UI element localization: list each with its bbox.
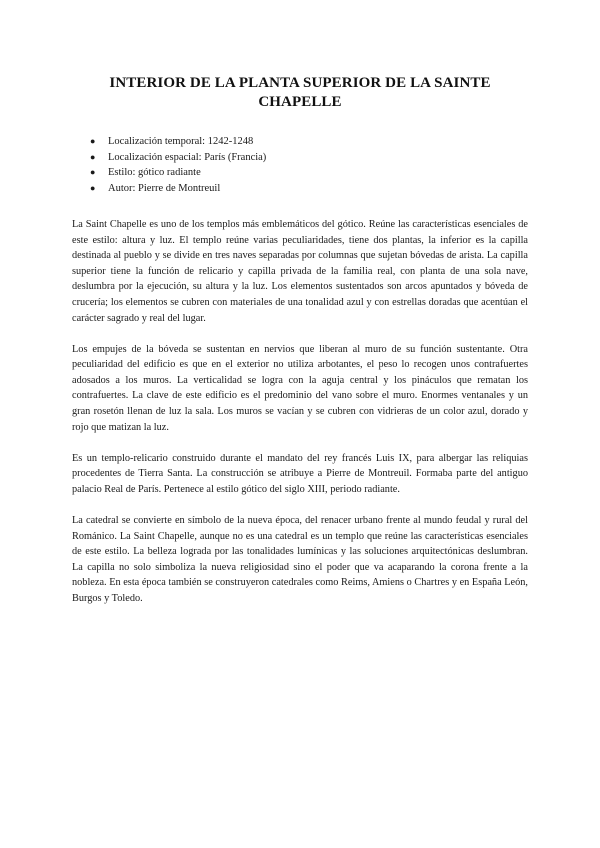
paragraph-structure: Los empujes de la bóveda se sustentan en nervios que liberan al muro de su función sustentante. Otra peculiaridad del edificio es que en el exterior no utiliza arbotantes, el peso lo recogen unos contrafuertes adosados a los muros. La verticalidad se logra con la aguja central y los pináculos que rematan los contrafuertes. La clave de este edificio es el predominio del vano sobre el muro. Enormes ventanales y un gran rosetón llenan de luz la sala. Los muros se vacían y se cubren con vidrieras de un color azul, dorado y rojo que matizan la luz.	[72, 343, 528, 433]
paragraph-description: La Saint Chapelle es uno de los templos más emblemáticos del gótico. Reúne las características esenciales de este estilo: altura y luz. El templo reúne varias peculiaridades, tiene dos plantas, la inferior es la capilla destinada al pueblo y se divide en tres naves separadas por columnas que sujetan bóvedas de arista. La capilla superior tiene la función de relicario y capilla privada de la familia real, con planta de una sola nave, deslumbra por la ejecución, su altura y la luz. Los elementos sustentados son arcos apuntados y bóveda de crucería; los elementos se cubren con materiales de una tonalidad azul y con estrellas doradas que acentúan el carácter sagrado y real del lugar.	[72, 219, 528, 324]
document-title: INTERIOR DE LA PLANTA SUPERIOR DE LA SAINTE CHAPELLE	[109, 75, 491, 110]
bullet-icon: ●	[90, 182, 96, 193]
metadata-text: Estilo: gótico radiante	[108, 167, 201, 178]
document-page	[72, 74, 528, 622]
bullet-icon: ●	[90, 167, 96, 177]
metadata-item-author	[72, 181, 528, 197]
metadata-item-location	[72, 150, 528, 166]
bullet-icon: ●	[90, 151, 96, 162]
bullet-icon: ●	[90, 136, 96, 146]
paragraph-history: Es un templo-relicario construido durante el mandato del rey francés Luis IX, para albergar las reliquias procedentes de Tierra Santa. La construcción se atribuye a Pierre de Montreuil. Formaba parte del antiguo palacio Real de París. Pertenece al estilo gótico del siglo XIII, periodo radiante.	[72, 452, 528, 495]
metadata-item-style	[72, 165, 528, 181]
metadata-text: Localización temporal: 1242-1248	[108, 136, 254, 147]
metadata-text: Autor: Pierre de Montreuil	[108, 182, 221, 194]
metadata-list	[72, 134, 528, 196]
metadata-text: Localización espacial: París (Francia)	[108, 151, 267, 163]
metadata-item-period	[72, 134, 528, 150]
paragraph-significance: La catedral se convierte en símbolo de la nueva época, del renacer urbano frente al mundo feudal y rural del Románico. La Saint Chapelle, aunque no es una catedral es un templo que reúne las características esenciales de este estilo. La belleza lograda por las tonalidades lumínicas y las soluciones arquitectónicas deslumbran. La capilla no solo simboliza la nueva religiosidad sino el poder que va acaparando la corona frente a la nobleza. En esta época también se construyeron catedrales como Reims, Amiens o Chartres y en España León, Burgos y Toledo.	[72, 515, 528, 604]
